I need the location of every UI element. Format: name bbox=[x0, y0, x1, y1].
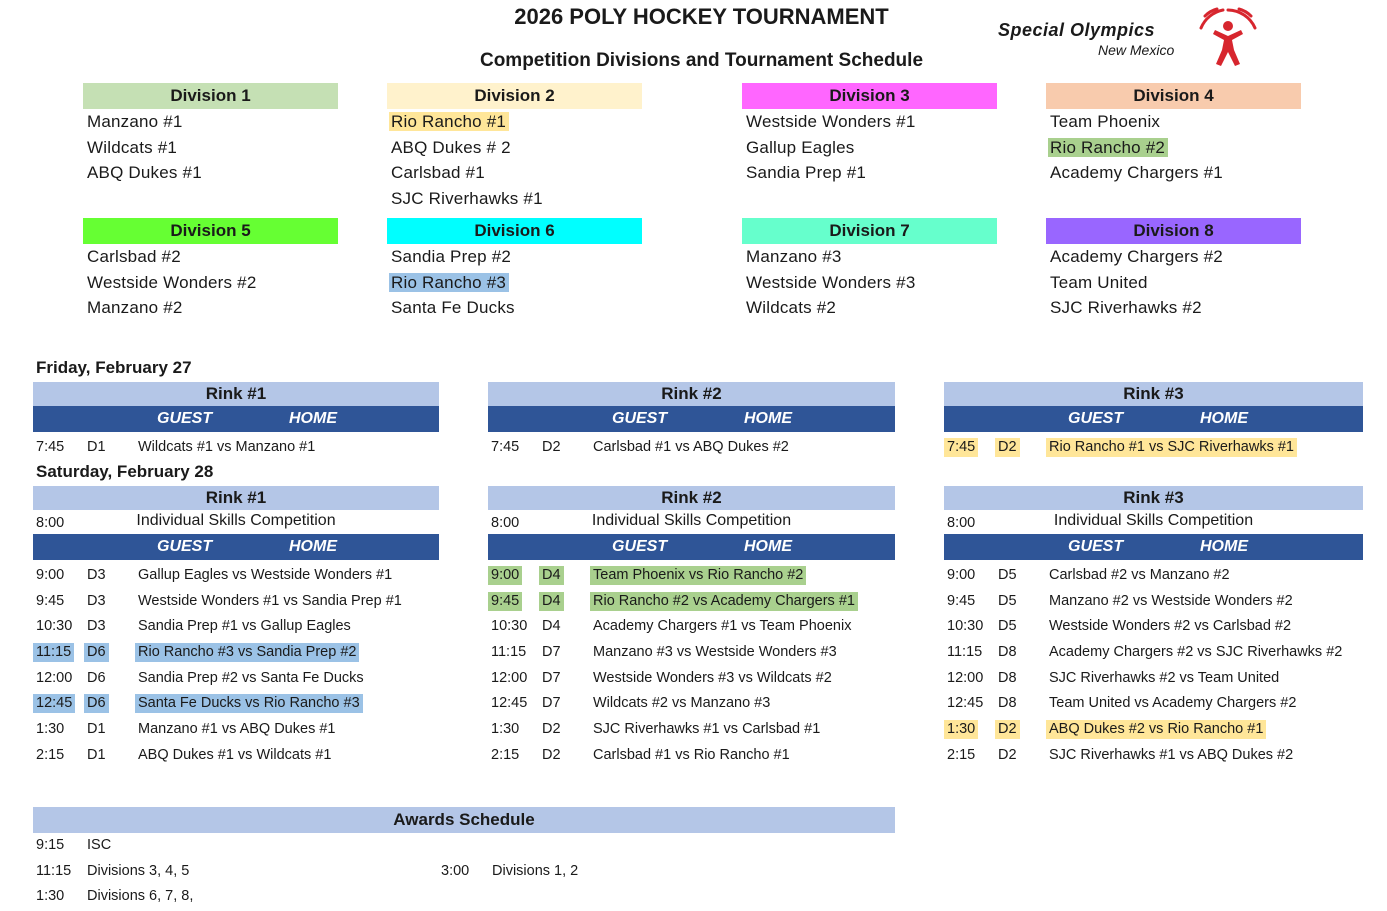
division-team bbox=[742, 109, 997, 135]
team-name: ABQ Dukes # 2 bbox=[391, 137, 511, 157]
game-matchup: Wildcats #2 vs Manzano #3 bbox=[593, 695, 771, 712]
team-name: Carlsbad #2 bbox=[87, 247, 181, 266]
home-label: HOME bbox=[1200, 538, 1248, 555]
game-row bbox=[488, 690, 895, 716]
game-time: 12:45 bbox=[947, 695, 984, 712]
award-text: ISC bbox=[87, 837, 112, 853]
game-matchup: SJC Riverhawks #1 vs Carlsbad #1 bbox=[593, 721, 821, 738]
guest-home-header bbox=[488, 534, 895, 560]
game-row bbox=[33, 613, 439, 639]
game-row bbox=[33, 716, 439, 742]
division-team bbox=[83, 135, 338, 161]
game-division: D7 bbox=[542, 644, 561, 661]
game-matchup: Team United vs Academy Chargers #2 bbox=[1049, 695, 1297, 712]
game-matchup: Carlsbad #1 vs ABQ Dukes #2 bbox=[593, 439, 789, 455]
game-division: D4 bbox=[539, 592, 564, 611]
division-header: Division 5 bbox=[83, 218, 338, 244]
rink-header: Rink #3 bbox=[944, 382, 1363, 406]
game-division: D3 bbox=[87, 592, 106, 609]
game-row bbox=[944, 562, 1363, 588]
game-time: 12:45 bbox=[33, 694, 75, 713]
division-team bbox=[1046, 160, 1301, 186]
game-time: 9:00 bbox=[36, 567, 65, 583]
division-team-list bbox=[1046, 109, 1301, 186]
team-name: Team Phoenix bbox=[1050, 112, 1161, 131]
team-name: Wildcats #2 bbox=[746, 298, 837, 317]
game-row bbox=[33, 690, 439, 716]
rink-header: Rink #2 bbox=[488, 382, 895, 406]
guest-label: GUEST bbox=[157, 538, 213, 555]
game-row bbox=[944, 434, 1363, 460]
game-division: D1 bbox=[87, 721, 106, 738]
game-division: D5 bbox=[998, 592, 1017, 609]
team-name: Team United bbox=[1050, 272, 1148, 292]
game-row bbox=[33, 588, 439, 614]
team-name: Westside Wonders #2 bbox=[87, 272, 257, 292]
game-time: 9:45 bbox=[947, 592, 976, 609]
game-time: 12:45 bbox=[491, 695, 528, 712]
division-team bbox=[387, 186, 642, 212]
division-team bbox=[1046, 109, 1301, 135]
division-6 bbox=[387, 218, 642, 321]
game-time: 12:00 bbox=[947, 669, 984, 686]
skills-text: Individual Skills Competition bbox=[136, 512, 336, 529]
game-division: D1 bbox=[87, 439, 106, 455]
home-label: HOME bbox=[289, 538, 337, 555]
game-row bbox=[488, 434, 895, 460]
award-text: Divisions 3, 4, 5 bbox=[87, 863, 190, 879]
division-team-list bbox=[387, 244, 642, 321]
team-name: Rio Rancho #3 bbox=[389, 273, 509, 292]
friday-rink-1 bbox=[33, 382, 439, 460]
guest-home-header bbox=[33, 534, 439, 560]
division-team bbox=[742, 160, 997, 186]
guest-label: GUEST bbox=[1068, 410, 1124, 427]
home-label: HOME bbox=[744, 410, 792, 427]
division-team-list bbox=[1046, 244, 1301, 321]
game-time: 7:45 bbox=[36, 439, 65, 455]
game-row bbox=[944, 639, 1363, 665]
game-time: 1:30 bbox=[36, 721, 65, 738]
division-team bbox=[83, 160, 338, 186]
division-4 bbox=[1046, 83, 1301, 186]
division-team bbox=[387, 295, 642, 321]
game-matchup: Rio Rancho #3 vs Sandia Prep #2 bbox=[135, 643, 359, 662]
guest-home-header bbox=[944, 406, 1363, 432]
game-division: D2 bbox=[542, 721, 561, 738]
team-name: Carlsbad #1 bbox=[391, 163, 485, 182]
awards-header: Awards Schedule bbox=[33, 807, 895, 833]
game-matchup: Rio Rancho #1 vs SJC Riverhawks #1 bbox=[1046, 438, 1297, 457]
game-time: 10:30 bbox=[36, 618, 73, 635]
division-team bbox=[387, 135, 642, 161]
game-division: D7 bbox=[542, 669, 561, 686]
game-matchup: ABQ Dukes #2 vs Rio Rancho #1 bbox=[1046, 720, 1266, 739]
team-name: Rio Rancho #2 bbox=[1048, 138, 1168, 157]
division-team bbox=[742, 244, 997, 270]
division-team bbox=[742, 135, 997, 161]
game-division: D2 bbox=[998, 746, 1017, 763]
game-matchup: Westside Wonders #3 vs Wildcats #2 bbox=[593, 669, 832, 686]
game-row bbox=[488, 613, 895, 639]
division-team bbox=[387, 109, 642, 135]
team-name: Manzano #2 bbox=[87, 298, 183, 317]
award-time: 11:15 bbox=[36, 863, 72, 879]
game-division: D4 bbox=[539, 566, 564, 585]
skills-competition-row bbox=[488, 510, 895, 534]
game-row bbox=[33, 562, 439, 588]
game-time: 12:00 bbox=[491, 669, 528, 686]
team-name: ABQ Dukes #1 bbox=[87, 163, 202, 182]
game-matchup: Rio Rancho #2 vs Academy Chargers #1 bbox=[590, 592, 858, 611]
division-team bbox=[387, 270, 642, 296]
division-header: Division 1 bbox=[83, 83, 338, 109]
skills-competition-row bbox=[33, 510, 439, 534]
award-text: Divisions 1, 2 bbox=[492, 863, 579, 879]
team-name: Westside Wonders #1 bbox=[746, 112, 916, 131]
game-division: D6 bbox=[84, 694, 109, 713]
division-5 bbox=[83, 218, 338, 321]
game-time: 2:15 bbox=[36, 746, 65, 763]
team-name: Academy Chargers #1 bbox=[1050, 163, 1223, 182]
game-time: 1:30 bbox=[944, 720, 978, 739]
game-division: D6 bbox=[87, 669, 106, 686]
game-row bbox=[944, 588, 1363, 614]
team-name: Westside Wonders #3 bbox=[746, 272, 916, 292]
division-team bbox=[83, 270, 338, 296]
game-time: 11:15 bbox=[947, 644, 983, 661]
skills-time: 8:00 bbox=[947, 515, 976, 531]
game-time: 10:30 bbox=[491, 618, 528, 635]
game-matchup: Gallup Eagles vs Westside Wonders #1 bbox=[138, 567, 393, 583]
division-header: Division 4 bbox=[1046, 83, 1301, 109]
game-matchup: Academy Chargers #1 vs Team Phoenix bbox=[593, 618, 852, 635]
guest-label: GUEST bbox=[157, 410, 213, 427]
game-row bbox=[488, 716, 895, 742]
game-division: D8 bbox=[998, 695, 1017, 712]
guest-label: GUEST bbox=[1068, 538, 1124, 555]
game-division: D3 bbox=[87, 567, 106, 583]
game-matchup: Manzano #3 vs Westside Wonders #3 bbox=[593, 644, 837, 661]
game-time: 7:45 bbox=[944, 438, 978, 457]
game-row bbox=[944, 716, 1363, 742]
skills-text: Individual Skills Competition bbox=[1053, 512, 1254, 529]
game-division: D2 bbox=[542, 439, 561, 455]
game-division: D2 bbox=[542, 746, 561, 763]
award-time: 1:30 bbox=[36, 888, 65, 904]
game-time: 12:00 bbox=[36, 669, 73, 686]
team-name: Sandia Prep #2 bbox=[391, 247, 511, 266]
skills-time: 8:00 bbox=[491, 515, 520, 531]
game-row bbox=[33, 434, 439, 460]
page-subtitle: Competition Divisions and Tournament Schedule bbox=[479, 50, 924, 71]
game-matchup: Carlsbad #1 vs Rio Rancho #1 bbox=[593, 746, 790, 763]
game-division: D5 bbox=[998, 567, 1017, 583]
division-1 bbox=[83, 83, 338, 186]
game-row bbox=[944, 690, 1363, 716]
team-name: Rio Rancho #1 bbox=[389, 112, 509, 131]
division-team bbox=[1046, 295, 1301, 321]
game-matchup: Sandia Prep #2 vs Santa Fe Ducks bbox=[138, 669, 364, 686]
division-team bbox=[1046, 135, 1301, 161]
division-team bbox=[83, 244, 338, 270]
division-team bbox=[742, 295, 997, 321]
skills-competition-row bbox=[944, 510, 1363, 534]
game-row bbox=[488, 562, 895, 588]
saturday-rink-3 bbox=[944, 486, 1363, 768]
guest-home-header bbox=[33, 406, 439, 432]
game-row bbox=[944, 613, 1363, 639]
saturday-label: Saturday, February 28 bbox=[36, 462, 214, 481]
game-time: 2:15 bbox=[947, 746, 976, 763]
game-matchup: SJC Riverhawks #1 vs ABQ Dukes #2 bbox=[1049, 746, 1294, 763]
guest-home-header bbox=[488, 406, 895, 432]
division-team bbox=[387, 160, 642, 186]
award-time: 3:00 bbox=[441, 863, 470, 879]
logo-line2: New Mexico bbox=[1098, 42, 1175, 58]
award-time: 9:15 bbox=[36, 837, 65, 853]
team-name: Wildcats #1 bbox=[87, 137, 178, 157]
game-row bbox=[488, 639, 895, 665]
game-row bbox=[33, 665, 439, 691]
game-row bbox=[488, 665, 895, 691]
game-time: 11:15 bbox=[33, 643, 74, 662]
division-header: Division 3 bbox=[742, 83, 997, 109]
game-matchup: Carlsbad #2 vs Manzano #2 bbox=[1049, 567, 1230, 583]
game-division: D2 bbox=[995, 720, 1020, 739]
game-division: D7 bbox=[542, 695, 561, 712]
game-matchup: Academy Chargers #2 vs SJC Riverhawks #2 bbox=[1049, 644, 1343, 661]
friday-label: Friday, February 27 bbox=[36, 358, 192, 377]
game-division: D8 bbox=[998, 644, 1017, 661]
home-label: HOME bbox=[744, 538, 792, 555]
division-header: Division 8 bbox=[1046, 218, 1301, 244]
game-time: 1:30 bbox=[491, 721, 520, 738]
guest-label: GUEST bbox=[612, 538, 668, 555]
skills-time: 8:00 bbox=[36, 515, 65, 531]
division-team-list bbox=[742, 109, 997, 186]
division-3 bbox=[742, 83, 997, 186]
team-name: SJC Riverhawks #2 bbox=[1050, 298, 1202, 317]
division-team bbox=[742, 270, 997, 296]
rink-header: Rink #2 bbox=[488, 486, 895, 510]
friday-rink-2 bbox=[488, 382, 895, 460]
game-time: 10:30 bbox=[947, 618, 984, 635]
team-name: Academy Chargers #2 bbox=[1050, 247, 1223, 266]
guest-home-header bbox=[944, 534, 1363, 560]
division-7 bbox=[742, 218, 997, 321]
special-olympics-logo bbox=[998, 6, 1263, 68]
game-row bbox=[33, 742, 439, 768]
division-2 bbox=[387, 83, 642, 211]
team-name: Gallup Eagles bbox=[746, 137, 855, 157]
game-matchup: Santa Fe Ducks vs Rio Rancho #3 bbox=[135, 694, 363, 713]
game-time: 9:45 bbox=[36, 592, 65, 609]
saturday-rink-2 bbox=[488, 486, 895, 768]
division-team-list bbox=[83, 109, 338, 186]
skills-text: Individual Skills Competition bbox=[591, 512, 792, 529]
rink-header: Rink #1 bbox=[33, 486, 439, 510]
award-text: Divisions 6, 7, 8, bbox=[87, 888, 194, 904]
game-matchup: Manzano #2 vs Westside Wonders #2 bbox=[1049, 592, 1293, 609]
special-olympics-figure-icon bbox=[1193, 6, 1263, 68]
game-time: 9:00 bbox=[947, 567, 976, 583]
game-matchup: Westside Wonders #1 vs Sandia Prep #1 bbox=[138, 592, 402, 609]
game-division: D6 bbox=[84, 643, 109, 662]
division-team-list bbox=[83, 244, 338, 321]
division-team bbox=[1046, 244, 1301, 270]
division-header: Division 6 bbox=[387, 218, 642, 244]
game-time: 2:15 bbox=[491, 746, 520, 763]
team-name: Manzano #3 bbox=[746, 247, 842, 266]
game-division: D8 bbox=[998, 669, 1017, 686]
game-matchup: Sandia Prep #1 vs Gallup Eagles bbox=[138, 618, 351, 635]
game-row bbox=[33, 639, 439, 665]
division-team-list bbox=[387, 109, 642, 211]
division-team bbox=[387, 244, 642, 270]
division-team bbox=[1046, 270, 1301, 296]
game-matchup: Manzano #1 vs ABQ Dukes #1 bbox=[138, 721, 336, 738]
game-row bbox=[944, 742, 1363, 768]
team-name: Santa Fe Ducks bbox=[391, 298, 515, 317]
team-name: Manzano #1 bbox=[87, 112, 183, 131]
game-time: 9:45 bbox=[488, 592, 522, 611]
division-team bbox=[83, 295, 338, 321]
team-name: Sandia Prep #1 bbox=[746, 163, 866, 182]
home-label: HOME bbox=[289, 410, 337, 427]
team-name: SJC Riverhawks #1 bbox=[391, 188, 543, 208]
game-matchup: Wildcats #1 vs Manzano #1 bbox=[138, 439, 316, 455]
division-team bbox=[83, 109, 338, 135]
rink-header: Rink #3 bbox=[944, 486, 1363, 510]
game-division: D1 bbox=[87, 746, 106, 763]
game-row bbox=[488, 742, 895, 768]
rink-header: Rink #1 bbox=[33, 382, 439, 406]
division-8 bbox=[1046, 218, 1301, 321]
game-row bbox=[488, 588, 895, 614]
game-division: D5 bbox=[998, 618, 1017, 635]
game-time: 9:00 bbox=[488, 566, 522, 585]
saturday-rink-1 bbox=[33, 486, 439, 768]
division-team-list bbox=[742, 244, 997, 321]
game-time: 7:45 bbox=[491, 439, 520, 455]
friday-rink-3 bbox=[944, 382, 1363, 460]
game-division: D3 bbox=[87, 618, 106, 635]
page-title: 2026 POLY HOCKEY TOURNAMENT bbox=[514, 4, 889, 29]
game-division: D2 bbox=[995, 438, 1020, 457]
game-matchup: Westside Wonders #2 vs Carlsbad #2 bbox=[1049, 618, 1292, 635]
game-matchup: ABQ Dukes #1 vs Wildcats #1 bbox=[138, 746, 332, 763]
guest-label: GUEST bbox=[612, 410, 668, 427]
game-row bbox=[944, 665, 1363, 691]
division-header: Division 2 bbox=[387, 83, 642, 109]
home-label: HOME bbox=[1200, 410, 1248, 427]
logo-line1: Special Olympics bbox=[998, 20, 1156, 40]
division-header: Division 7 bbox=[742, 218, 997, 244]
game-matchup: SJC Riverhawks #2 vs Team United bbox=[1049, 669, 1280, 686]
game-time: 11:15 bbox=[491, 644, 527, 661]
game-matchup: Team Phoenix vs Rio Rancho #2 bbox=[590, 566, 806, 585]
game-division: D4 bbox=[542, 618, 561, 635]
